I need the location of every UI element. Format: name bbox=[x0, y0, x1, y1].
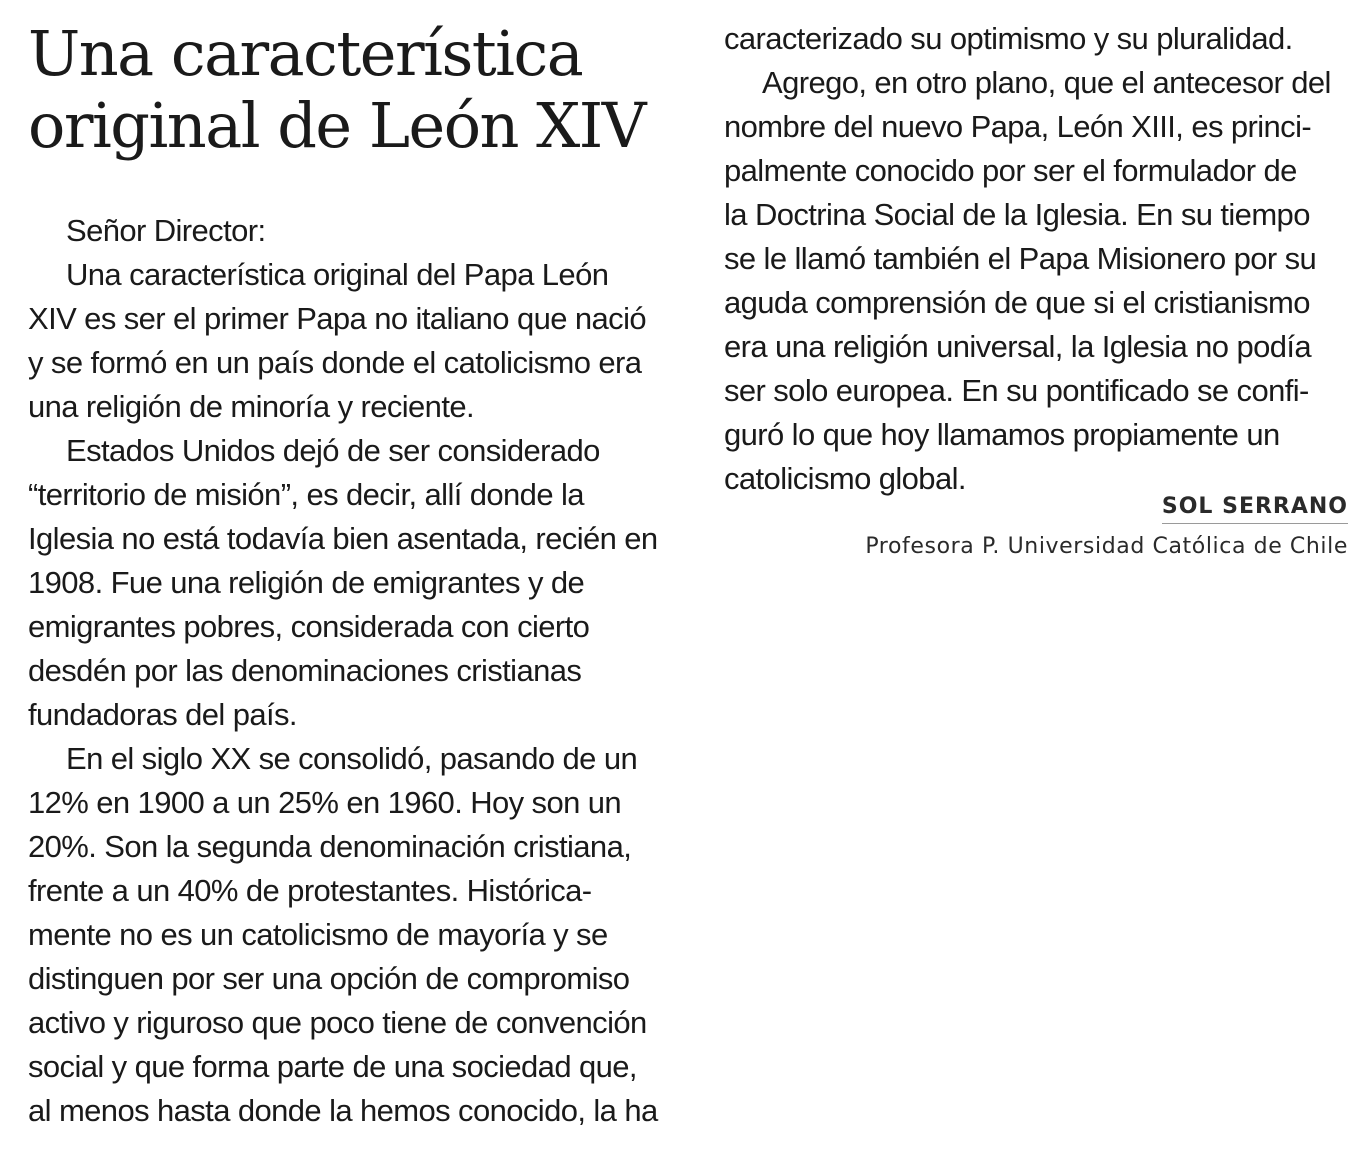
signature-block bbox=[748, 494, 1348, 559]
article-headline bbox=[28, 18, 688, 162]
body-text-line: social y que forma parte de una sociedad que, bbox=[28, 1049, 637, 1084]
headline-line-2: original de León XIV bbox=[28, 89, 646, 162]
body-text-line: guró lo que hoy llamamos propiamente un bbox=[724, 417, 1280, 452]
body-text-line: 20%. Son la segunda denominación cristiana, bbox=[28, 829, 632, 864]
body-text-line: aguda comprensión de que si el cristianismo bbox=[724, 285, 1310, 320]
body-text-line: Una característica original del Papa León bbox=[66, 257, 609, 292]
body-text-line: catolicismo global. bbox=[724, 461, 966, 496]
body-text-line: Iglesia no está todavía bien asentada, recién en bbox=[28, 521, 658, 556]
author-affiliation: Profesora P. Universidad Católica de Chile bbox=[865, 534, 1348, 559]
body-text-line: y se formó en un país donde el catolicismo era bbox=[28, 345, 642, 380]
body-text-line: desdén por las denominaciones cristianas bbox=[28, 653, 582, 688]
headline-line-1: Una característica bbox=[28, 17, 583, 90]
body-text-line: era una religión universal, la Iglesia no podía bbox=[724, 329, 1312, 364]
body-text-line: XIV es ser el primer Papa no italiano que nació bbox=[28, 301, 647, 336]
author-name: SOL SERRANO bbox=[1162, 494, 1348, 524]
body-text-line: Estados Unidos dejó de ser considerado bbox=[66, 433, 600, 468]
body-text-line: frente a un 40% de protestantes. Histórica- bbox=[28, 873, 592, 908]
body-text-line: nombre del nuevo Papa, León XIII, es princi- bbox=[724, 109, 1312, 144]
body-text-line: emigrantes pobres, considerada con cierto bbox=[28, 609, 590, 644]
body-text-line: “territorio de misión”, es decir, allí donde la bbox=[28, 477, 584, 512]
body-text-line: ser solo europea. En su pontificado se confi- bbox=[724, 373, 1309, 408]
letter-body-left-column bbox=[28, 209, 668, 1133]
body-text-line: 1908. Fue una religión de emigrantes y de bbox=[28, 565, 585, 600]
body-text-line: caracterizado su optimismo y su pluralidad. bbox=[724, 21, 1293, 56]
body-text-line: 12% en 1900 a un 25% en 1960. Hoy son un bbox=[28, 785, 622, 820]
body-text-line: una religión de minoría y reciente. bbox=[28, 389, 474, 424]
body-text-line: En el siglo XX se consolidó, pasando de un bbox=[66, 741, 638, 776]
body-text-line: palmente conocido por ser el formulador de bbox=[724, 153, 1297, 188]
letter-body-right-column bbox=[724, 17, 1354, 501]
body-text-line: la Doctrina Social de la Iglesia. En su tiempo bbox=[724, 197, 1310, 232]
body-text-line: Agrego, en otro plano, que el antecesor del bbox=[762, 65, 1331, 100]
body-text-line: activo y riguroso que poco tiene de convención bbox=[28, 1005, 647, 1040]
body-text-line: al menos hasta donde la hemos conocido, la ha bbox=[28, 1093, 658, 1128]
body-text-line: se le llamó también el Papa Misionero por su bbox=[724, 241, 1317, 276]
body-text-line: fundadoras del país. bbox=[28, 697, 297, 732]
body-text-line: Señor Director: bbox=[66, 213, 266, 248]
body-text-line: distinguen por ser una opción de compromiso bbox=[28, 961, 630, 996]
body-text-line: mente no es un catolicismo de mayoría y se bbox=[28, 917, 608, 952]
